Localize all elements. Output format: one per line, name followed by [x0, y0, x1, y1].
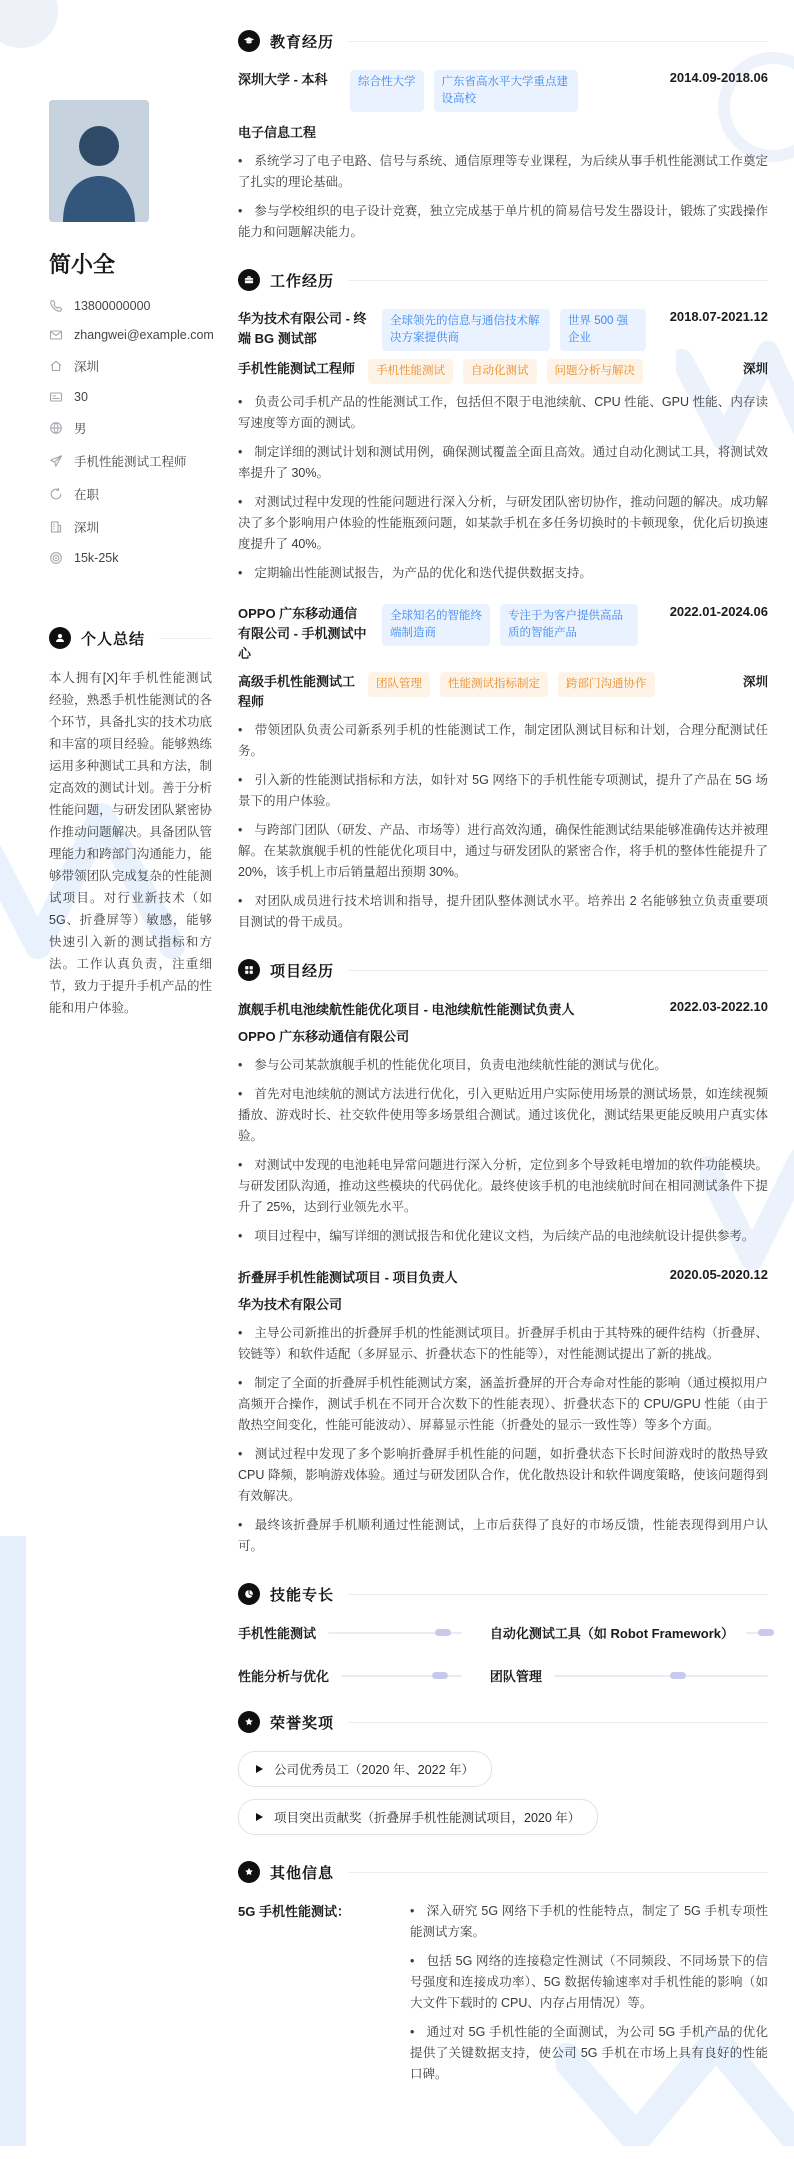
section-divider: [348, 970, 768, 971]
bullet-item: • 制定详细的测试计划和测试用例，确保测试覆盖全面且高效。通过自动化测试工具，将测试效率提升了 30%。: [238, 442, 768, 484]
section-title: 其他信息: [270, 1864, 335, 1882]
company-tag: 全球领先的信息与通信技术解决方案提供商: [382, 309, 550, 351]
other-info-section: [238, 1861, 768, 2093]
skill-label: 性能分析与优化: [238, 1669, 330, 1684]
contact-value: 深圳: [74, 360, 100, 374]
bullet-item: • 制定了全面的折叠屏手机性能测试方案，涵盖折叠屏的开合寿命对性能的影响（通过模拟用户高频开合操作，测试手机在不同开合次数下的性能表现）、折叠状态下的 CPU/GPU 性能（由于散热空间变化，性能可能波动）、屏幕显示性能（折叠处的显示一致性等）等多个方面。: [238, 1373, 768, 1436]
role-tag: 团队管理: [368, 672, 430, 697]
education-entry: [238, 70, 768, 243]
school-tag: 广东省高水平大学重点建设高校: [434, 70, 578, 112]
role-tag: 自动化测试: [463, 359, 537, 384]
skill-label: 手机性能测试: [238, 1626, 317, 1641]
date-range: 2014.09-2018.06: [669, 70, 768, 85]
paper-plane-icon: [49, 454, 63, 468]
id-card-icon: [49, 390, 63, 404]
contact-age: [49, 390, 212, 404]
medal-icon: [238, 1711, 260, 1733]
school-tag: 综合性大学: [350, 70, 424, 112]
section-divider: [348, 1722, 768, 1723]
work-entry: [238, 604, 768, 933]
school-name: 深圳大学 - 本科: [238, 72, 328, 87]
grid-icon: [238, 959, 260, 981]
contact-value: 30: [74, 390, 88, 404]
other-info-row: [238, 1901, 768, 2093]
skills-section: [238, 1583, 768, 1685]
pie-chart-icon: [238, 1583, 260, 1605]
gender-icon: [49, 421, 63, 435]
sidebar: [0, 0, 212, 2159]
company-name: OPPO 广东移动通信有限公司 - 手机测试中心: [238, 606, 367, 661]
education-section: [238, 30, 768, 243]
role-tag: 性能测试指标制定: [440, 672, 548, 697]
bullet-item: • 首先对电池续航的测试方法进行优化，引入更贴近用户实际使用场景的测试场景，如连续视频播放、游戏时长、社交软件使用等多场景组合测试。通过该优化，测试结果更能反映用户真实体验。: [238, 1084, 768, 1147]
role-title: 高级手机性能测试工程师: [238, 674, 356, 709]
skill-label: 自动化测试工具（如 Robot Framework）: [489, 1626, 734, 1641]
date-range: 2022.03-2022.10: [669, 999, 768, 1014]
skill-slider-thumb[interactable]: [432, 1672, 448, 1679]
contact-value: 15k-25k: [74, 551, 119, 565]
home-icon: [49, 359, 63, 373]
section-divider: [348, 41, 768, 42]
phone-icon: [49, 299, 63, 313]
main-content: [212, 0, 794, 2159]
role-tag: 问题分析与解决: [547, 359, 644, 384]
bullet-item: • 与跨部门团队（研发、产品、市场等）进行高效沟通，确保性能测试结果能够准确传达并被理解。在某款旗舰手机的性能优化项目中，通过与研发团队的紧密合作，将手机的整体性能提升了 20%，该手机上市后销量超出预期 30%。: [238, 820, 768, 883]
bullet-item: • 对团队成员进行技术培训和指导，提升团队整体测试水平。培养出 2 名能够独立负责重要项目测试的骨干成员。: [238, 891, 768, 933]
project-name: 旗舰手机电池续航性能优化项目 - 电池续航性能测试负责人: [238, 1002, 575, 1017]
bullet-item: • 深入研究 5G 网络下手机的性能特点，制定了 5G 手机专项性能测试方案。: [410, 1901, 768, 1943]
graduation-cap-icon: [238, 30, 260, 52]
work-entry: [238, 309, 768, 584]
date-range: 2018.07-2021.12: [669, 309, 768, 324]
section-title: 荣誉奖项: [270, 1714, 335, 1732]
bullet-item: • 通过对 5G 手机性能的全面测试，为公司 5G 手机产品的优化提供了关键数据支持，使公司 5G 手机在市场上具有良好的性能口碑。: [410, 2022, 768, 2085]
company-tag: 全球知名的智能终端制造商: [382, 604, 490, 646]
skill-slider[interactable]: [341, 1675, 462, 1677]
section-divider: [348, 280, 768, 281]
summary-section: [49, 627, 212, 1019]
company-tag: 专注于为客户提供高品质的智能产品: [500, 604, 638, 646]
summary-text: 本人拥有[X]年手机性能测试经验，熟悉手机性能测试的各个环节，具备扎实的技术功底和丰富的项目经验。能够熟练运用多种测试工具和方法，制定高效的测试计划。善于分析性能问题，与研发团队紧密协作推动问题解决。具备团队管理能力和跨部门沟通能力，能够带领团队完成复杂的性能测试项目。对行业新技术（如 5G、折叠屏等）敏感，能够快速引入新的测试指标和方法。工作认真负责，注重细节，致力于提升手机产品的性能和用户体验。: [49, 671, 212, 1015]
target-icon: [49, 551, 63, 565]
contact-value: 男: [74, 422, 87, 436]
section-title: 工作经历: [270, 272, 335, 290]
skill-slider-thumb[interactable]: [435, 1629, 451, 1636]
bullet-item: • 系统学习了电子电路、信号与系统、通信原理等专业课程，为后续从事手机性能测试工作奠定了扎实的理论基础。: [238, 151, 768, 193]
skill-slider[interactable]: [746, 1632, 768, 1634]
project-company: OPPO 广东移动通信有限公司: [238, 1029, 410, 1044]
skill-slider[interactable]: [328, 1632, 462, 1634]
other-info-label: 5G 手机性能测试：: [238, 1904, 350, 1919]
role-tag: 手机性能测试: [368, 359, 453, 384]
mail-icon: [49, 328, 63, 342]
bullet-item: • 项目过程中，编写详细的测试报告和优化建议文档，为后续产品的电池续航设计提供参考。: [238, 1226, 768, 1247]
section-divider: [348, 1872, 768, 1873]
bullet-item: • 参与公司某款旗舰手机的性能优化项目，负责电池续航性能的测试与优化。: [238, 1055, 768, 1076]
bullet-item: • 包括 5G 网络的连接稳定性测试（不同频段、不同场景下的信号强度和连接成功率）、5G 数据传输速率对手机性能的影响（如大文件下载时的 CPU、内存占用情况）等。: [410, 1951, 768, 2014]
honor-label: 公司优秀员工（2020 年、2022 年）: [274, 1763, 475, 1777]
major-name: 电子信息工程: [238, 125, 317, 140]
project-name: 折叠屏手机性能测试项目 - 项目负责人: [238, 1270, 458, 1285]
bullet-item: • 测试过程中发现了多个影响折叠屏手机性能的问题，如折叠状态下长时间游戏时的散热导致 CPU 降频，影响游戏体验。通过与研发团队合作，优化散热设计和软件调度策略，使该问题得到有效解决。: [238, 1444, 768, 1507]
bullet-item: • 负责公司手机产品的性能测试工作，包括但不限于电池续航、CPU 性能、GPU 性能、内存读写速度等方面的测试。: [238, 392, 768, 434]
contact-value: 深圳: [74, 521, 100, 535]
contact-email: [49, 328, 212, 342]
skill-item: [238, 1623, 462, 1642]
section-title: 项目经历: [270, 962, 335, 980]
skill-item: [238, 1666, 462, 1685]
honor-item[interactable]: [238, 1751, 492, 1787]
bullet-item: • 带领团队负责公司新系列手机的性能测试工作，制定团队测试目标和计划，合理分配测试任务。: [238, 720, 768, 762]
contact-phone: [49, 299, 212, 313]
person-icon: [49, 627, 71, 649]
section-title: 技能专长: [270, 1586, 335, 1604]
company-tag: 世界 500 强企业: [560, 309, 646, 351]
section-divider: [159, 638, 212, 639]
contact-salary: [49, 551, 212, 565]
candidate-name: 简小全: [49, 252, 116, 277]
work-location: 深圳: [742, 675, 768, 689]
play-icon: [256, 1813, 263, 1821]
contact-city: [49, 357, 212, 375]
work-location: 深圳: [742, 362, 768, 376]
contact-value: 手机性能测试工程师: [74, 455, 187, 469]
company-name: 华为技术有限公司 - 终端 BG 测试部: [238, 311, 367, 346]
skill-item: [490, 1666, 768, 1685]
contact-work-city: [49, 518, 212, 536]
project-entry: [238, 999, 768, 1247]
skill-slider-thumb[interactable]: [670, 1672, 686, 1679]
skill-slider[interactable]: [554, 1675, 768, 1677]
honors-section: [238, 1711, 768, 1835]
role-tag: 跨部门沟通协作: [558, 672, 655, 697]
contact-status: [49, 485, 212, 503]
honor-label: 项目突出贡献奖（折叠屏手机性能测试项目，2020 年）: [274, 1811, 581, 1825]
bullet-item: • 参与学校组织的电子设计竞赛，独立完成基于单片机的简易信号发生器设计，锻炼了实践操作能力和问题解决能力。: [238, 201, 768, 243]
contact-value: 在职: [74, 488, 100, 502]
section-title: 教育经历: [270, 33, 335, 51]
star-icon: [238, 1861, 260, 1883]
contact-value: 13800000000: [74, 299, 151, 313]
briefcase-icon: [238, 269, 260, 291]
building-icon: [49, 520, 63, 534]
bullet-item: • 引入新的性能测试指标和方法，如针对 5G 网络下的手机性能专项测试，提升了产品在 5G 场景下的用户体验。: [238, 770, 768, 812]
project-entry: [238, 1267, 768, 1557]
honor-item[interactable]: [238, 1799, 598, 1835]
contact-job-title: [49, 452, 212, 470]
work-section: [238, 269, 768, 933]
contact-value: zhangwei@example.com: [74, 328, 214, 342]
skill-item: [490, 1623, 768, 1642]
bullet-item: • 定期输出性能测试报告，为产品的优化和迭代提供数据支持。: [238, 563, 768, 584]
date-range: 2022.01-2024.06: [669, 604, 768, 619]
bullet-item: • 最终该折叠屏手机顺利通过性能测试，上市后获得了良好的市场反馈，性能表现得到用户认可。: [238, 1515, 768, 1557]
skill-slider-thumb[interactable]: [758, 1629, 774, 1636]
profile-photo: [49, 100, 149, 222]
section-title: 个人总结: [81, 630, 146, 648]
section-divider: [348, 1594, 768, 1595]
date-range: 2020.05-2020.12: [669, 1267, 768, 1282]
bullet-item: • 对测试过程中发现的性能问题进行深入分析，与研发团队密切协作，推动问题的解决。成功解决了多个影响用户体验的性能瓶颈问题，如某款手机在多任务切换时的卡顿现象，优化后切换速度提升了 40%。: [238, 492, 768, 555]
skill-label: 团队管理: [489, 1669, 542, 1684]
bullet-item: • 对测试中发现的电池耗电异常问题进行深入分析，定位到多个导致耗电增加的软件功能模块。与研发团队沟通，推动这些模块的代码优化。最终使该手机的电池续航时间在相同测试条件下提升了 25%，达到行业领先水平。: [238, 1155, 768, 1218]
contact-gender: [49, 419, 212, 437]
project-company: 华为技术有限公司: [238, 1297, 343, 1312]
status-icon: [49, 487, 63, 501]
role-title: 手机性能测试工程师: [238, 361, 356, 376]
projects-section: [238, 959, 768, 1557]
bullet-item: • 主导公司新推出的折叠屏手机的性能测试项目。折叠屏手机由于其特殊的硬件结构（折叠屏、铰链等）和软件适配（多屏显示、折叠状态下的性能等），对性能测试提出了新的挑战。: [238, 1323, 768, 1365]
skills-grid: [238, 1623, 768, 1685]
play-icon: [256, 1765, 263, 1773]
